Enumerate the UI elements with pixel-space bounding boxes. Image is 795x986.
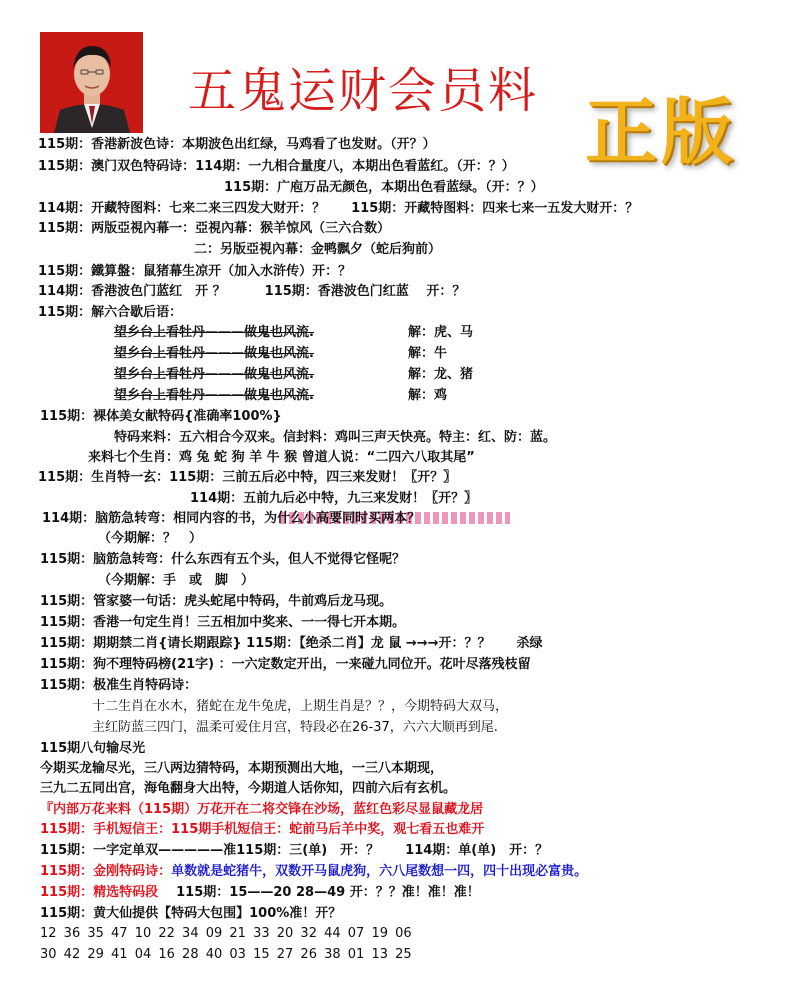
line-hk-one-phrase: 115期：香港一句定生肖！三五相加中奖来、一一得七开本期。	[40, 615, 406, 630]
line-riddle-114: 114期：脑筋急转弯：相同内容的书，为什么小高要同时买两本？	[42, 511, 421, 526]
riddle-4-text: 望乡台上看牡丹———做鬼也风流.	[114, 388, 314, 403]
genuine-badge: 正版	[585, 89, 738, 174]
page-title: 五鬼运财会员料	[188, 63, 539, 119]
selected-segment-label: 115期：精选特码段	[40, 885, 159, 900]
riddle-1-answer: 解：虎、马	[408, 325, 474, 340]
selected-segment-text: 115期：15——20 28—49 开：？？准！准！准！	[176, 885, 480, 900]
line-odd-even: 115期：一字定单双—————准115期：三(单) 开：？ 114期：单(单) 开：？	[40, 843, 549, 858]
line-code-source: 特码来料：五六相合今双来。信封料：鸡叫三声天快亮。特主：红、防：蓝。	[114, 430, 557, 445]
line-zodiac-mystery-115: 115期：生肖特一玄：115期：三前五后必中特，四三来发财！〖开？〗	[38, 470, 457, 485]
riddle-4	[114, 387, 314, 405]
numbers-row-2: 30 42 29 41 04 16 28 40 03 15 27 26 38 01 13 25	[40, 947, 412, 962]
line-atv-insider-2: 二：另版亞視內幕：金鸭飘夕（蛇后狗前）	[194, 242, 442, 257]
riddle-1	[114, 324, 314, 342]
line-housekeeper: 115期：管家婆一句话：虎头蛇尾中特码，牛前鸡后龙马现。	[40, 594, 393, 609]
line-hk-color-poem: 115期：香港新波色诗：本期波色出红绿，马鸡看了也发财。（开？）	[38, 137, 436, 152]
line-iron-abacus: 115期：鐵算盤：鼠猪幕生凉开（加入水浒传）开：？	[38, 264, 352, 279]
line-riddle-header: 115期：解六合歇后语：	[38, 305, 183, 320]
riddle-2	[114, 345, 314, 363]
line-eight-verses-1: 今期买龙输尽光，三八两边猜特码，本期预测出大地，一三八本期现，	[40, 761, 444, 776]
riddle-2-answer: 解：牛	[408, 346, 448, 361]
line-macau-color-poem: 115期：澳门双色特码诗：114期：一九相合量度八，本期出色看蓝红。（开：？）	[38, 159, 515, 174]
riddle-2-text: 望乡台上看牡丹———做鬼也风流.	[114, 346, 314, 361]
line-hk-color-gate: 114期：香港波色门蓝红 开 ？ 115期：香港波色门红蓝 开：？	[38, 284, 466, 299]
line-inside-wanhua: 『内部万花来料（115期）万花开在二将交锋在沙场，蓝红色彩尽显鼠藏龙居	[40, 802, 484, 817]
line-atv-insider-1: 115期：两版亞視內幕一：亞視內幕：猴羊惊风（三六合数）	[38, 221, 391, 236]
line-huang-daxian: 115期：黄大仙提供【特码大包围】100%准！开？	[40, 906, 342, 921]
diamond-poem-text: 单数就是蛇猪牛，双数开马鼠虎狗，六八尾数想一四，四十出现必富贵。	[171, 864, 588, 879]
line-diamond-poem	[40, 863, 587, 881]
diamond-poem-label: 115期：金刚特码诗：	[40, 864, 172, 879]
line-selected-segment	[40, 884, 480, 902]
line-zodiac-poem-1: 十二生肖在水木，猪蛇在龙牛兔虎，上期生肖是？？，今期特码大双马，	[92, 699, 509, 714]
riddle-1-text: 望乡台上看牡丹———做鬼也风流.	[114, 325, 314, 340]
line-eight-verses-2: 三九二五同出宫，海龟翻身大出特，今期道人话你知，四前六后有玄机。	[40, 781, 457, 796]
line-riddle-115-answer: （今期解：手 或 脚 ）	[98, 573, 255, 588]
line-riddle-114-answer: （今期解：？ ）	[98, 531, 203, 546]
line-beauty-code: 115期：裸体美女献特码{准确率100%}	[40, 409, 282, 424]
portrait-photo	[40, 32, 143, 133]
numbers-row-1: 12 36 35 47 10 22 34 09 21 33 20 32 44 07 19 06	[40, 926, 412, 941]
riddle-4-answer: 解：鸡	[408, 388, 448, 403]
line-zodiac-poem-header: 115期：极准生肖特码诗：	[40, 678, 198, 693]
line-sms-king: 115期：手机短信王：115期手机短信王：蛇前马后羊中奖，观七看五也难开	[40, 822, 485, 837]
line-kill-two-zodiacs: 115期：期期禁二肖{请长期跟踪} 115期：【绝杀二肖】龙 鼠 →→→开：？？ 杀绿	[40, 636, 543, 651]
line-seven-zodiacs: 来料七个生肖：鸡 兔 蛇 狗 羊 牛 猴 曾道人说：“二四六八取其尾”	[88, 450, 475, 465]
line-eight-verses-header: 115期八句输尽光	[40, 741, 146, 756]
line-goubuli-chart: 115期：狗不理特码榜(21字) ：一六定数定开出，一来碰九同位开。花叶尽落残枝留	[40, 657, 531, 672]
line-macau-color-poem-2: 115期：广庖万品无颜色，本期出色看蓝绿。（开：？）	[224, 180, 544, 195]
line-riddle-115: 115期：脑筋急转弯：什么东西有五个头，但人不觉得它怪呢？	[40, 552, 406, 567]
line-kaicang-chart: 114期：开藏特图料：七来二来三四发大财开：？ 115期：开藏特图料：四来七来一五发大财开：？	[38, 201, 639, 216]
riddle-3	[114, 366, 314, 384]
riddle-3-answer: 解：龙、猪	[408, 367, 474, 382]
line-zodiac-mystery-114: 114期：五前九后必中特，九三来发财！〖开？〗	[190, 491, 478, 506]
line-zodiac-poem-2: 主红防蓝三四门，温柔可爱住月宫，特段必在26-37，六六大顺再到尾.	[92, 720, 498, 735]
riddle-3-text: 望乡台上看牡丹———做鬼也风流.	[114, 367, 314, 382]
